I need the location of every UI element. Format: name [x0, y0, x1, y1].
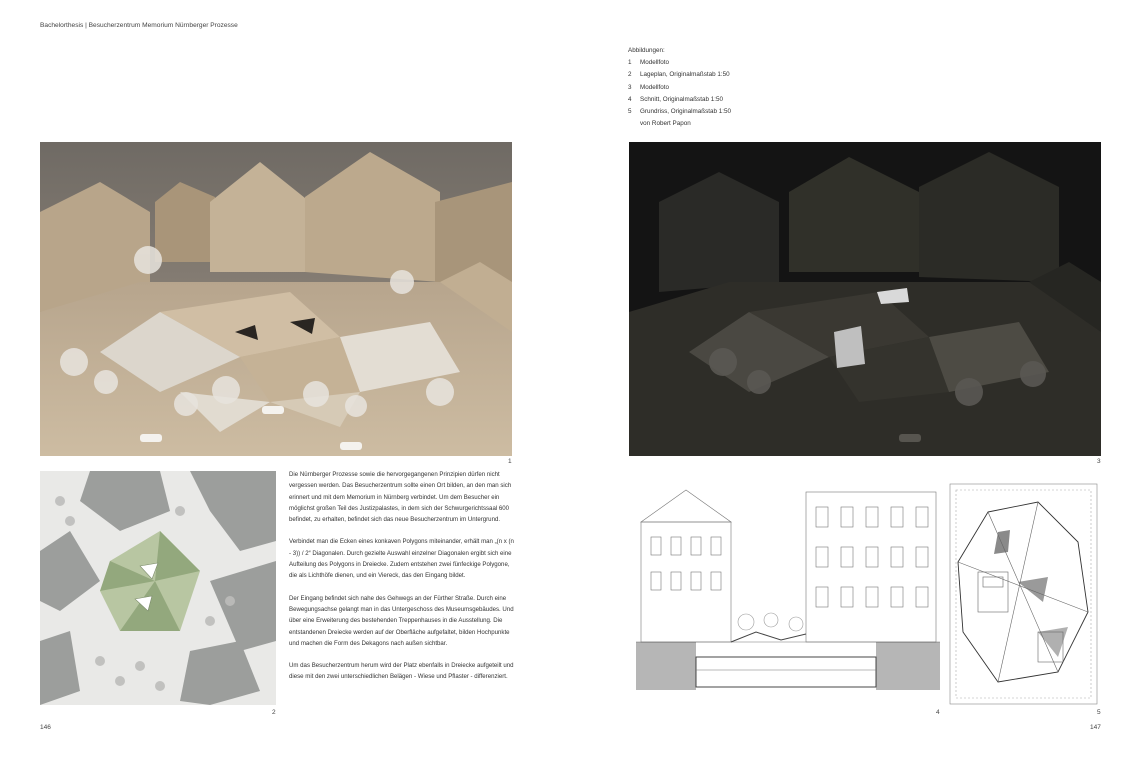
caption-item [628, 69, 731, 81]
caption-item [628, 106, 731, 118]
figure-2-number: 2 [272, 709, 276, 716]
captions-title: Abbildungen: [628, 47, 665, 54]
caption-text: Lageplan, Originalmaßstab 1:50 [640, 71, 730, 79]
body-text [289, 469, 514, 694]
model-photo-day [40, 142, 512, 456]
caption-number: 5 [628, 108, 632, 116]
figure-captions [628, 45, 731, 130]
running-header: Bachelorthesis | Besucherzentrum Memorium Nürnberger Prozesse [40, 22, 238, 29]
paragraph: Die Nürnberger Prozesse sowie die hervorgegangenen Prinzipien dürfen nicht vergessen werden. Das Besucherzentrum sollte einen Ort bilden, an den man sich erinnert und mit dem Memorium in Nürnberg verbindet. Um dem Besucher ein möglichst großen Teil des Justizpalastes, in dem sich der Schwurgerichtssaal 600 befindet, zu erhalten, befindet sich das neue Besucherzentrum im Untergrund. [289, 471, 512, 524]
figure-5-number: 5 [1097, 709, 1101, 716]
caption-item [628, 57, 731, 69]
figure-1-number: 1 [508, 458, 512, 465]
caption-item [628, 82, 731, 94]
section-drawing [636, 482, 940, 706]
paragraph: Der Eingang befindet sich nahe des Gehwegs an der Fürther Straße. Durch eine Bewegungsachse gelangt man in das Untergeschoss des Museumsgebäudes. Und über eine Erweiterung des bestehenden Treppenhauses in die Ausstellung. Die entstandenen Dreiecke werden auf der Oberfläche aufgefaltet, bilden Hochpunkte und machen die Form des Dekagons nach außen sichtbar. [289, 594, 514, 647]
floor-plan [948, 482, 1099, 706]
page-number-left: 146 [40, 724, 51, 731]
figure-3-number: 3 [1097, 458, 1101, 465]
caption-text: Schnitt, Originalmaßstab 1:50 [640, 95, 723, 103]
page-number-right: 147 [1090, 724, 1101, 731]
paragraph: Verbindet man die Ecken eines konkaven Polygons miteinander, erhält man „(n x (n - 3)) / 2“ Diagonalen. Durch gezielte Auswahl einzelner Diagonalen ergibt sich eine Aufteilung des Polygons in Dreiecke. Zudem entstehen zwei fünfeckige Polygone, die als Lichthöfe dienen, und ein Viereck, das den Eingang bildet. [289, 538, 514, 580]
paragraph: Um das Besucherzentrum herum wird der Platz ebenfalls in Dreiecke aufgeteilt und diese mit den zwei unterschiedlichen Belägen - Wiese und Pflaster - differenziert. [289, 662, 514, 681]
caption-text: Modellfoto [640, 83, 670, 91]
caption-number: 1 [628, 59, 632, 67]
site-plan [40, 471, 276, 705]
caption-text: Grundriss, Originalmaßstab 1:50 [640, 108, 731, 116]
caption-item [628, 94, 731, 106]
caption-text: Modellfoto [640, 59, 670, 67]
figure-4-number: 4 [936, 709, 940, 716]
model-photo-night [629, 142, 1101, 456]
caption-number: 2 [628, 71, 632, 79]
caption-credit: von Robert Papon [640, 120, 691, 128]
caption-credit-row [628, 118, 731, 130]
caption-number: 3 [628, 83, 632, 91]
caption-number: 4 [628, 95, 632, 103]
